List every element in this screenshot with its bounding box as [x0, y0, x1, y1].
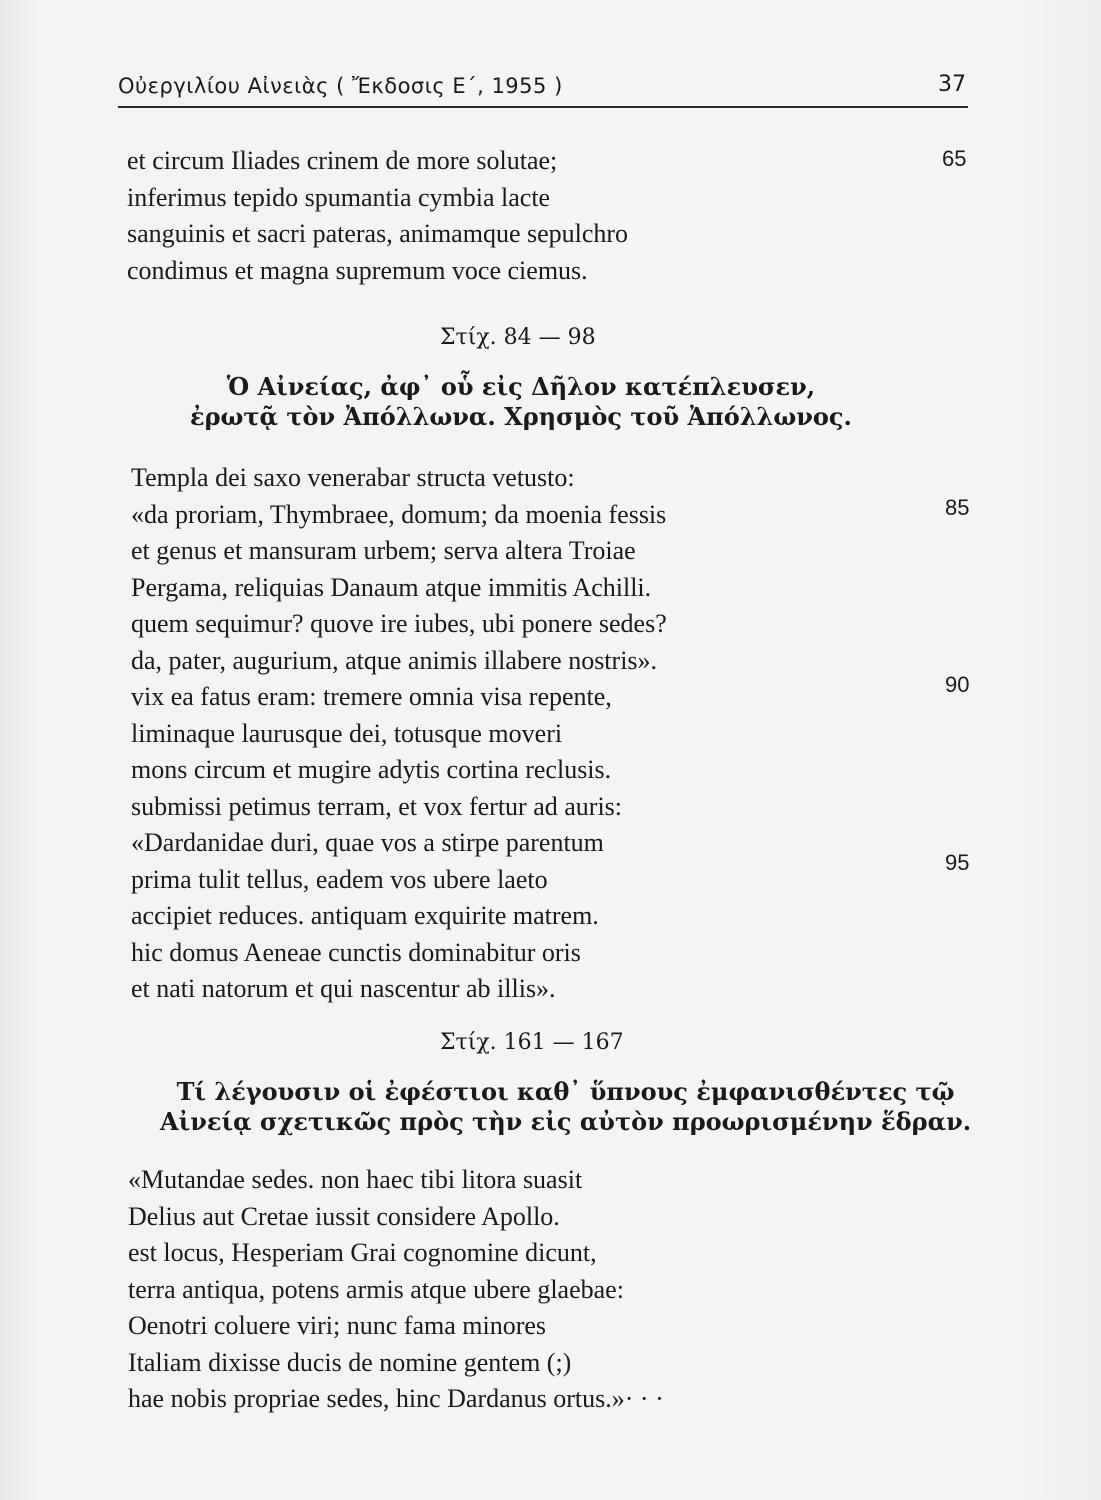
verse-block-1	[127, 143, 628, 289]
line-number: 65	[942, 146, 967, 171]
line-number: 85	[945, 495, 970, 520]
heading-line: Αἰνείᾳ σχετικῶς πρὸς τὴν εἰς αὐτὸν προωρισμένην ἕδραν.	[160, 1107, 972, 1136]
verse-line: «da proriam, Thymbraee, domum; da moenia fessis	[131, 499, 667, 529]
verse-line: terra antiqua, potens armis atque ubere glaebae:	[128, 1274, 624, 1304]
verse-line: «Dardanidae duri, quae vos a stirpe parentum	[131, 828, 604, 857]
verse-line: mons circum et mugire adytis cortina reclusis.	[131, 755, 612, 784]
verse-line: submissi petimus terram, et vox fertur ad auris:	[131, 791, 623, 821]
verse-line: prima tulit tellus, eadem vos ubere laeto	[131, 864, 548, 894]
section-heading	[190, 372, 852, 432]
verse-line: Delius aut Cretae iussit considere Apollo.	[128, 1201, 560, 1231]
verse-line: vix ea fatus eram: tremere omnia visa repente,	[131, 682, 612, 711]
verse-block-2	[131, 460, 667, 1008]
line-number: 95	[945, 850, 970, 875]
verse-line: accipiet reduces. antiquam exquirite matrem.	[131, 901, 599, 930]
verse-line: da, pater, augurium, atque animis illabere nostris».	[131, 645, 658, 675]
page-number: 37	[938, 72, 966, 97]
heading-line: ἐρωτᾷ τὸν Ἀπόλλωνα. Χρησμὸς τοῦ Ἀπόλλωνος.	[190, 402, 852, 431]
verse-line: et nati natorum et qui nascentur ab illis».	[131, 974, 556, 1003]
verse-block-3	[128, 1162, 664, 1418]
section-heading	[160, 1077, 971, 1137]
verse-line: condimus et magna supremum voce ciemus.	[127, 255, 588, 285]
verse-line: hic domus Aeneae cunctis dominabitur oris	[131, 937, 581, 967]
verse-line: Italiam dixisse ducis de nomine gentem (;)	[128, 1347, 572, 1377]
line-number: 90	[945, 672, 970, 697]
verse-line: est locus, Hesperiam Grai cognomine dicunt,	[128, 1238, 597, 1267]
verse-line: et genus et mansuram urbem; serva altera Troiae	[131, 536, 636, 565]
verse-reference: Στίχ. 161 — 167	[440, 1030, 624, 1055]
running-header	[118, 72, 968, 108]
verse-line: et circum Iliades crinem de more solutae;	[127, 146, 558, 175]
verse-line: hae nobis propriae sedes, hinc Dardanus ortus.»· · ·	[128, 1384, 664, 1413]
verse-line: inferimus tepido spumantia cymbia lacte	[127, 182, 551, 212]
verse-line: liminaque laurusque dei, totusque moveri	[131, 718, 563, 748]
verse-line: Pergama, reliquias Danaum atque immitis Achilli.	[131, 572, 652, 602]
verse-line: sanguinis et sacri pateras, animamque sepulchro	[127, 219, 629, 248]
heading-line: Ὁ Αἰνείας, ἀφ᾽ οὗ εἰς Δῆλον κατέπλευσεν,	[226, 372, 816, 401]
verse-line: quem sequimur? quove ire iubes, ubi ponere sedes?	[131, 609, 667, 638]
heading-line: Τί λέγουσιν οἱ ἐφέστιοι καθ᾽ ὕπνους ἐμφανισθέντες τῷ	[176, 1077, 955, 1106]
verse-line: «Mutandae sedes. non haec tibi litora suasit	[128, 1165, 583, 1194]
verse-line: Templa dei saxo venerabar structa vetusto:	[131, 463, 575, 492]
running-title: Οὐεργιλίου Αἰνειὰς ( Ἔκδοσις Ε΄, 1955 )	[118, 74, 563, 98]
verse-reference: Στίχ. 84 — 98	[440, 325, 596, 350]
verse-line: Oenotri coluere viri; nunc fama minores	[128, 1311, 547, 1340]
